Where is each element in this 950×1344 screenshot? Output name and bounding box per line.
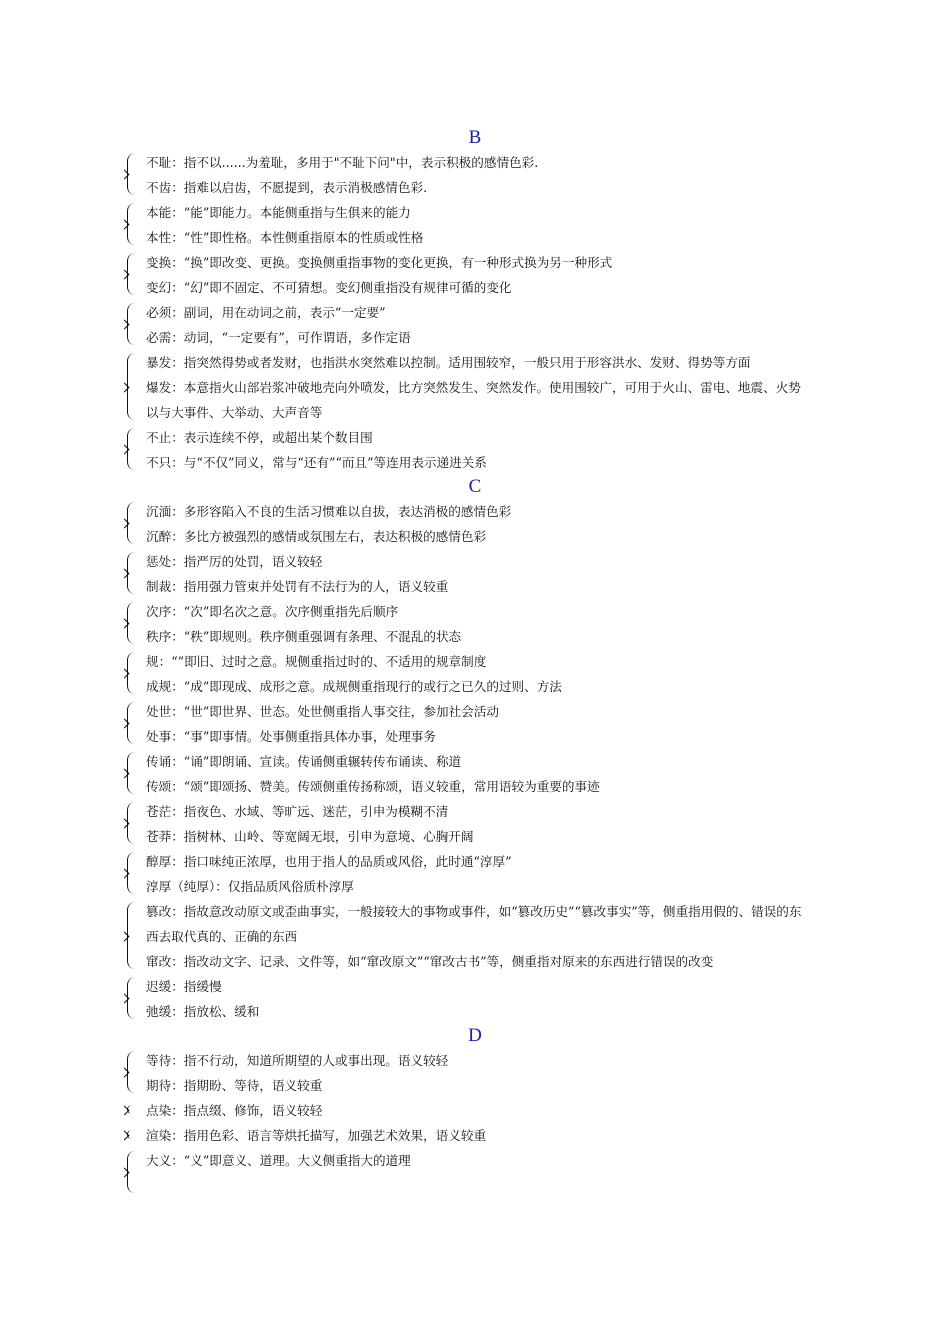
term-definition: 本能：“能”即能力。本能侧重指与生俱来的能力 <box>146 205 411 220</box>
term-definition: 规：“”即旧、过时之意。规侧重指过时的、不适用的规章制度 <box>146 654 487 669</box>
section-letter-d: D <box>468 1025 482 1046</box>
term-definition: 苍莽：指树林、山岭、等宽阔无垠，引申为意境、心胸开阔 <box>146 829 474 844</box>
term-definition: 爆发：本意指火山部岩浆冲破地壳向外喷发，比方突然发生、突然发作。使用围较广，可用于火山、雷电、地震、火势以与大事件、大举动、大声音等 <box>146 380 801 420</box>
brace-icon <box>127 1051 138 1093</box>
term-definition: 制裁：指用强力管束并处罚有不法行为的人，语义较重 <box>146 579 449 594</box>
term-definition: 变幻：“幻”即不固定、不可猜想。变幻侧重指没有规律可循的变化 <box>146 280 512 295</box>
section-letter-b: B <box>468 127 482 148</box>
term-group <box>0 749 950 799</box>
term-definition: 不耻：指不以......为羞耻，多用于"不耻下问"中，表示积极的感情色彩. <box>146 155 539 170</box>
term-definition: 传颂：“颂”即颂扬、赞美。传颂侧重传扬称颂，语义较重，常用语较为重要的事迹 <box>146 779 600 794</box>
term-definition: 不齿：指难以启齿，不愿提到，表示消极感情色彩. <box>146 180 428 195</box>
brace-icon <box>127 552 138 594</box>
term-definition: 大义：“义”即意义、道理。大义侧重指大的道理 <box>146 1153 411 1168</box>
term-group <box>0 150 950 200</box>
term-group <box>0 899 950 974</box>
brace-icon <box>127 1151 138 1193</box>
term-group <box>0 1123 950 1148</box>
brace-icon <box>127 852 138 894</box>
brace-icon <box>127 702 138 744</box>
term-definition: 不止：表示连续不停，或超出某个数目围 <box>146 430 373 445</box>
term-definition: 传诵：“诵”即朗诵、宣读。传诵侧重辗转传布诵读、称道 <box>146 754 462 769</box>
term-definition: 渲染：指用色彩、语言等烘托描写，加强艺术效果，语义较重 <box>146 1128 487 1143</box>
term-group <box>0 1048 950 1098</box>
brace-icon <box>127 1105 138 1114</box>
brace-icon <box>127 153 138 195</box>
term-group <box>0 649 950 699</box>
term-group <box>0 200 950 250</box>
term-definition: 迟缓：指缓慢 <box>146 979 222 994</box>
term-definition: 醇厚：指口味纯正浓厚，也用于指人的品质或风俗，此时通“淳厚” <box>146 854 512 869</box>
brace-icon <box>127 602 138 644</box>
brace-icon <box>127 353 138 420</box>
term-definition: 惩处：指严厉的处罚，语义较轻 <box>146 554 323 569</box>
term-definition: 必需：动词，“一定要有”，可作谓语，多作定语 <box>146 330 411 345</box>
brace-icon <box>127 802 138 844</box>
term-group <box>0 425 950 475</box>
term-definition: 沉湎：多形容陷入不良的生活习惯难以自拔，表达消极的感情色彩 <box>146 504 512 519</box>
brace-icon <box>127 502 138 544</box>
term-group <box>0 974 950 1024</box>
term-definition: 点染：指点缀、修饰，语义较轻 <box>146 1103 323 1118</box>
term-group <box>0 350 950 425</box>
term-group <box>0 699 950 749</box>
term-definition: 变换：“换”即改变、更换。变换侧重指事物的变化更换，有一种形式换为另一种形式 <box>146 255 613 270</box>
term-group <box>0 599 950 649</box>
term-group <box>0 1098 950 1123</box>
term-definition: 成规：“成”即现成、成形之意。成规侧重指现行的或行之已久的过则、方法 <box>146 679 562 694</box>
term-definition: 苍茫：指夜色、水域、等旷远、迷茫，引申为模糊不清 <box>146 804 449 819</box>
term-definition <box>146 1173 950 1198</box>
term-group <box>0 499 950 549</box>
term-definition: 必须：副词，用在动词之前，表示“一定要” <box>146 305 386 320</box>
term-definition: 沉醉：多比方被强烈的感情或氛围左右，表达积极的感情色彩 <box>146 529 487 544</box>
term-definition: 暴发：指突然得势或者发财，也指洪水突然难以控制。适用围较窄，一般只用于形容洪水、发财、得势等方面 <box>146 355 751 370</box>
term-definition: 弛缓：指放松、缓和 <box>146 1004 260 1019</box>
brace-icon <box>127 303 138 345</box>
term-group <box>0 250 950 300</box>
term-definition: 淳厚（纯厚）：仅指品质风俗质朴淳厚 <box>146 879 354 894</box>
term-definition: 期待：指期盼、等待，语义较重 <box>146 1078 323 1093</box>
brace-icon <box>127 203 138 245</box>
brace-icon <box>127 428 138 470</box>
term-definition: 秩序：“秩”即规则。秩序侧重强调有条理、不混乱的状态 <box>146 629 462 644</box>
term-definition: 篡改：指故意改动原文或歪曲事实，一般接较大的事物或事件，如“篡改历史”“篡改事实”等，侧重指用假的、错误的东西去取代真的、正确的东西 <box>146 904 802 944</box>
term-group <box>0 300 950 350</box>
term-definition: 等待：指不行动，知道所期望的人或事出现。语义较轻 <box>146 1053 449 1068</box>
section-letter-c: C <box>468 476 482 497</box>
term-definition: 本性：“性”即性格。本性侧重指原本的性质或性格 <box>146 230 424 245</box>
term-definition: 次序：“次”即名次之意。次序侧重指先后顺序 <box>146 604 399 619</box>
term-group <box>0 799 950 849</box>
term-group <box>0 1148 950 1198</box>
brace-icon <box>127 1130 138 1139</box>
brace-icon <box>127 752 138 794</box>
term-group <box>0 849 950 899</box>
brace-icon <box>127 253 138 295</box>
term-definition: 不只：与“不仅”同义，常与“还有”“而且”等连用表示递进关系 <box>146 455 487 470</box>
brace-icon <box>127 977 138 1019</box>
brace-icon <box>127 652 138 694</box>
brace-icon <box>127 902 138 969</box>
document-page <box>0 126 950 1198</box>
term-group <box>0 549 950 599</box>
term-definition: 处事：“事”即事情。处事侧重指具体办事，处理事务 <box>146 729 436 744</box>
term-definition: 处世：“世”即世界、世态。处世侧重指人事交往，参加社会活动 <box>146 704 499 719</box>
term-definition: 窜改：指改动文字、记录、文件等，如“窜改原文”“窜改古书”等，侧重指对原来的东西进行错误的改变 <box>146 954 714 969</box>
